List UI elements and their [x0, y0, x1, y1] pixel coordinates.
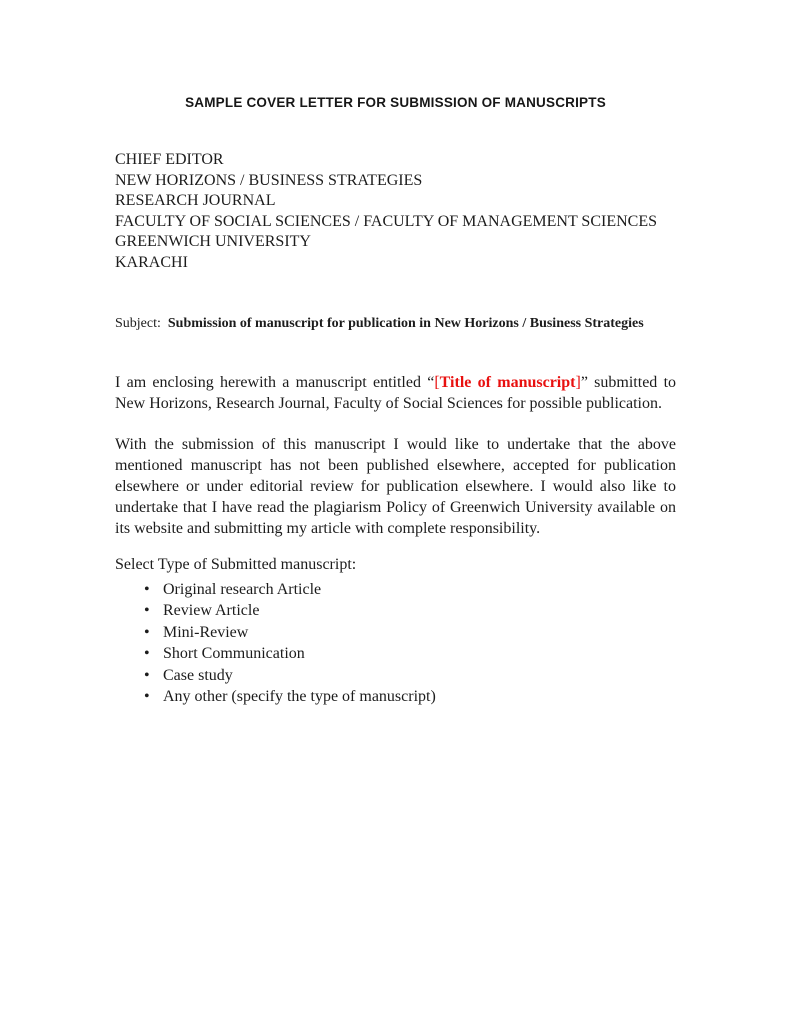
paragraph-enclosure-before: I am enclosing herewith a manuscript entitled “ [115, 374, 435, 391]
recipient-line: CHIEF EDITOR [115, 151, 224, 168]
subject-text: Submission of manuscript for publication in New Horizons / Business Strategies [167, 316, 644, 331]
paragraph-enclosure-after: ” submitted to New Horizons, Research Journal, Faculty of Social Sciences for possible publication. [115, 374, 677, 412]
recipient-address-block [115, 150, 676, 273]
document-title: SAMPLE COVER LETTER FOR SUBMISSION OF MANUSCRIPTS [185, 95, 606, 110]
manuscript-type-item: • Review Article [115, 600, 676, 622]
recipient-line: FACULTY OF SOCIAL SCIENCES / FACULTY OF MANAGEMENT SCIENCES [115, 212, 657, 230]
paragraph-enclosure [115, 372, 676, 414]
manuscript-type-item: • Short Communication [115, 643, 676, 665]
close-bracket: ] [575, 374, 581, 391]
paragraph-undertaking: With the submission of this manuscript I would like to undertake that the above mentioned manuscript has not been published elsewhere, accepted for publication elsewhere or under editorial review for publication elsewhere. I would also like to undertake that I have read the plagiarism Policy of Greenwich University available on its website and submitting my article with complete responsibility. [115, 436, 676, 537]
subject-label: Subject: [115, 316, 161, 331]
manuscript-type-list-heading: Select Type of Submitted manuscript: [115, 556, 357, 573]
open-bracket: [ [434, 374, 440, 391]
manuscript-type-item: • Any other (specify the type of manuscript) [115, 686, 676, 708]
recipient-line: GREENWICH UNIVERSITY [115, 233, 311, 250]
recipient-line: RESEARCH JOURNAL [115, 192, 276, 209]
recipient-line: NEW HORIZONS / BUSINESS STRATEGIES [115, 171, 423, 189]
manuscript-type-list [115, 579, 676, 709]
recipient-line: KARACHI [115, 253, 188, 271]
manuscript-type-item: • Original research Article [115, 579, 676, 601]
manuscript-type-item: • Mini-Review [115, 622, 676, 644]
subject-line [115, 314, 676, 334]
manuscript-title-placeholder: Title of manuscript [439, 374, 576, 391]
manuscript-type-item: • Case study [115, 665, 676, 687]
